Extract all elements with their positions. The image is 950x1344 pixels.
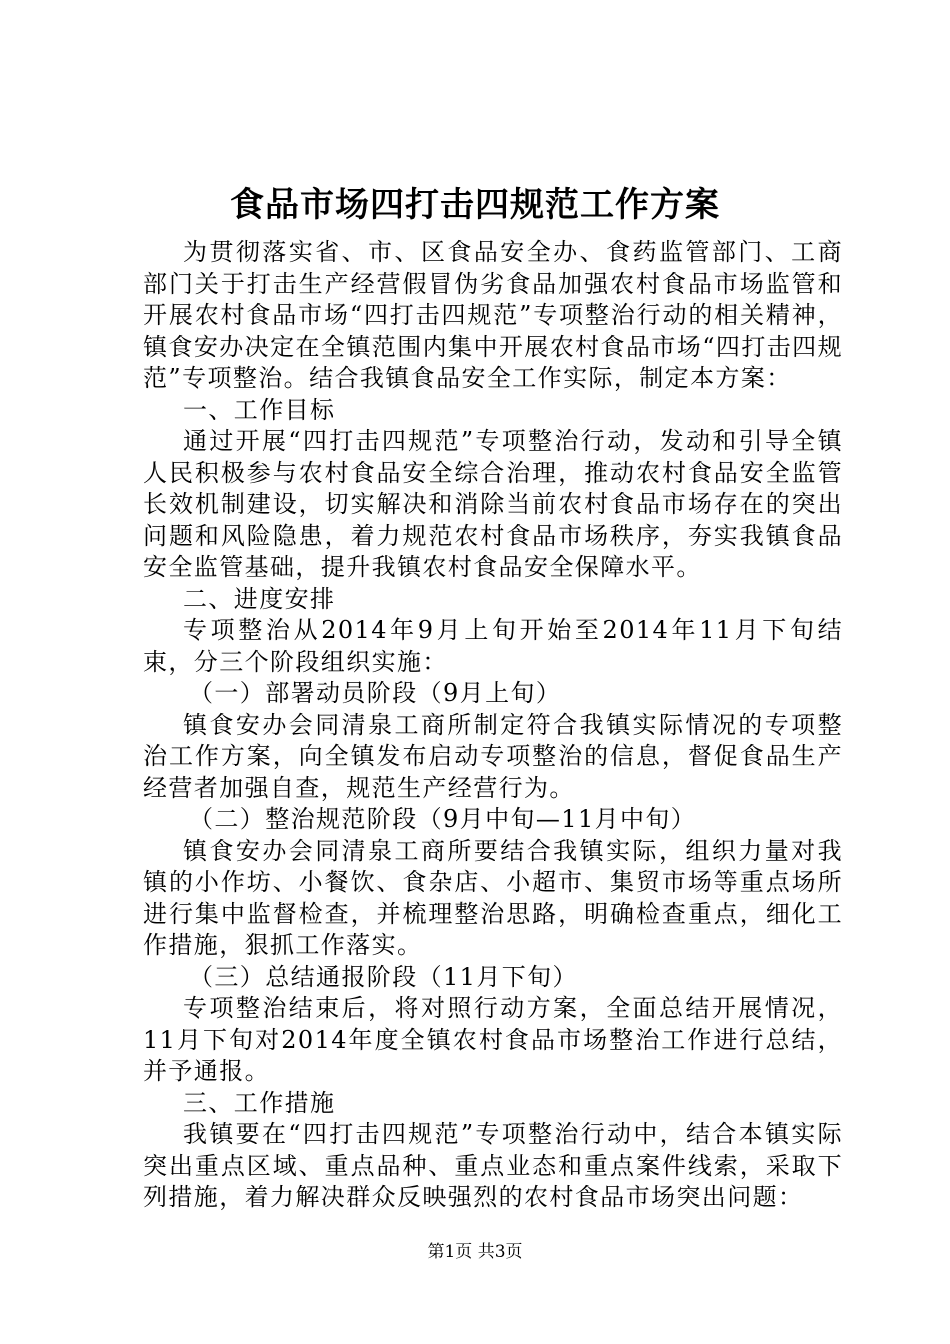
subheading-stage-2: （二）整治规范阶段（9月中旬—11月中旬） — [189, 805, 697, 833]
document-body — [143, 237, 843, 1214]
measures-paragraph: 我镇要在“四打击四规范”专项整治行动中，结合本镇实际突出重点区域、重点品种、重点业态和重点案件线索，采取下列措施，着力解决群众反映强烈的农村食品市场突出问题： — [143, 1120, 843, 1211]
section-heading-goals: 一、工作目标 — [183, 395, 336, 424]
intro-paragraph: 为贯彻落实省、市、区食品安全办、食药监管部门、工商部门关于打击生产经营假冒伪劣食品加强农村食品市场监管和开展农村食品市场“四打击四规范”专项整治行动的相关精神，镇食安办决定在全镇范围内集中开展农村食品市场“四打击四规范”专项整治。结合我镇食品安全工作实际，制定本方案： — [143, 238, 843, 392]
section-heading-schedule: 二、进度安排 — [183, 584, 336, 613]
goals-paragraph: 通过开展“四打击四规范”专项整治行动，发动和引导全镇人民积极参与农村食品安全综合治理，推动农村食品安全监管长效机制建设，切实解决和消除当前农村食品市场存在的突出问题和风险隐患，着力规范农村食品市场秩序，夯实我镇食品安全监管基础，提升我镇农村食品安全保障水平。 — [143, 427, 843, 581]
subheading-stage-1: （一）部署动员阶段（9月上旬） — [189, 679, 562, 707]
subheading-stage-3: （三）总结通报阶段（11月下旬） — [189, 962, 578, 991]
stage-1-paragraph: 镇食安办会同清泉工商所制定符合我镇实际情况的专项整治工作方案，向全镇发布启动专项整治的信息，督促食品生产经营者加强自查，规范生产经营行为。 — [143, 710, 843, 802]
page-number-footer: 第1页 共3页 — [427, 1242, 523, 1262]
stage-3-paragraph: 专项整治结束后，将对照行动方案，全面总结开展情况，11月下旬对2014年度全镇农村食品市场整治工作进行总结，并予通报。 — [143, 994, 843, 1085]
schedule-paragraph: 专项整治从2014年9月上旬开始至2014年11月下旬结束，分三个阶段组织实施： — [143, 616, 843, 676]
document-title: 食品市场四打击四规范工作方案 — [230, 185, 720, 225]
section-heading-measures: 三、工作措施 — [183, 1088, 336, 1117]
stage-2-paragraph: 镇食安办会同清泉工商所要结合我镇实际，组织力量对我镇的小作坊、小餐饮、食杂店、小超市、集贸市场等重点场所进行集中监督检查，并梳理整治思路，明确检查重点，细化工作措施，狠抓工作落实。 — [143, 836, 843, 959]
